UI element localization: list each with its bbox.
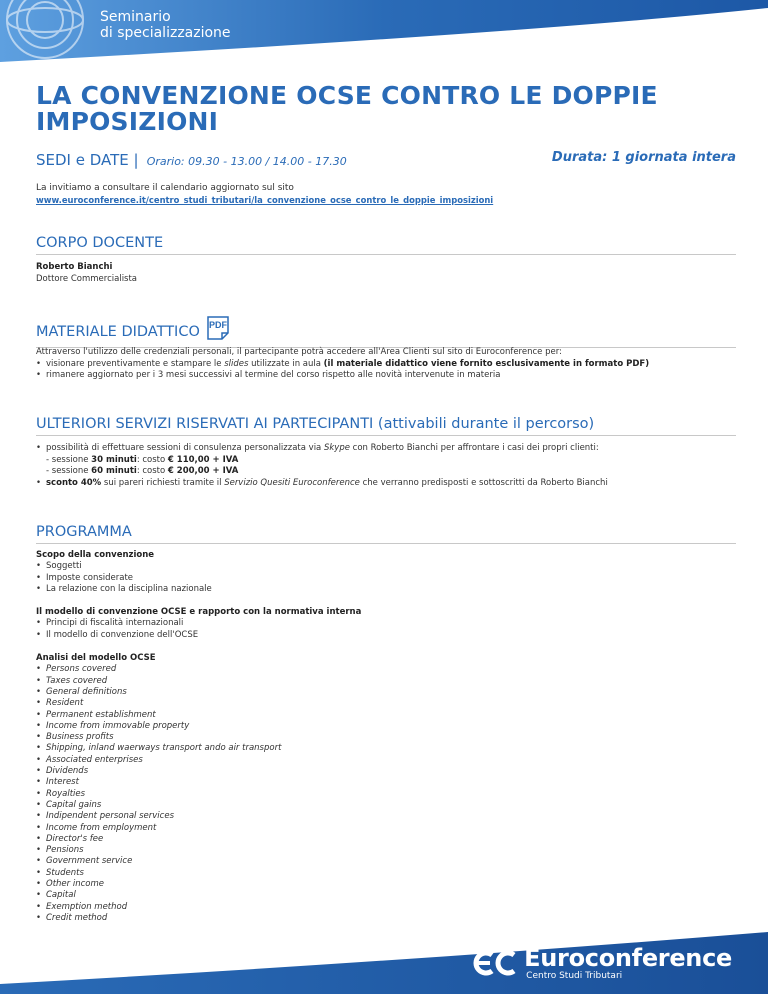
list-item: • Credit method xyxy=(36,913,736,924)
intro-text: La invitiamo a consultare il calendario aggiornato sul sito xyxy=(36,183,294,193)
materiale-intro: Attraverso l'utilizzo delle credenziali personali, il partecipante potrà accedere all'Area Clienti sul sito di Euroconference per: xyxy=(36,347,562,357)
list-item: • Taxes covered xyxy=(36,676,736,687)
page-title: LA CONVENZIONE OCSE CONTRO LE DOPPIE IMPOSIZIONI xyxy=(36,81,658,136)
section-heading-corpo-docente: CORPO DOCENTE xyxy=(36,234,736,255)
sub-list-item: - sessione 60 minuti: costo € 200,00 + IVA xyxy=(46,466,239,476)
list-item: • Interest xyxy=(36,777,736,788)
footer-band xyxy=(0,914,768,994)
list-item: • La relazione con la disciplina nazionale xyxy=(36,584,736,595)
list-item: • Il modello di convenzione dell'OCSE xyxy=(36,630,736,641)
list-item: • Persons covered xyxy=(36,664,736,675)
list-item: • rimanere aggiornato per i 3 mesi successivi al termine del corso rispetto alle novità intervenute in materia xyxy=(36,370,736,382)
list-item: • Imposte considerate xyxy=(36,573,736,584)
program-group-title: Analisi del modello OCSE xyxy=(36,653,156,664)
list-item: • Resident xyxy=(36,698,736,709)
list-item: • Other income xyxy=(36,879,736,890)
list-item: • Soggetti xyxy=(36,561,736,572)
list-item: • Students xyxy=(36,868,736,879)
intro-block xyxy=(36,182,493,207)
brand-name: Euroconference xyxy=(524,944,732,972)
list-item: • visionare preventivamente e stampare le slides utilizzate in aula (il materiale didattico viene fornito esclusivamente in formato PDF) xyxy=(36,359,736,371)
list-item: • Pensions xyxy=(36,845,736,856)
euroconference-logo-icon xyxy=(472,947,518,981)
list-item: • Indipendent personal services xyxy=(36,811,736,822)
durata-text: Durata: 1 giornata intera xyxy=(551,150,736,165)
programma-body xyxy=(36,550,736,924)
program-group-title: Scopo della convenzione xyxy=(36,550,155,560)
program-group-2 xyxy=(36,618,736,641)
sedi-label: SEDI e DATE | xyxy=(36,151,139,169)
list-item: • Associated enterprises xyxy=(36,755,736,766)
program-group-title: Il modello di convenzione OCSE e rapporto con la normativa interna xyxy=(36,607,362,618)
brand-subtitle: Centro Studi Tributari xyxy=(526,971,623,981)
teacher-role: Dottore Commercialista xyxy=(36,273,138,284)
list-item: • General definitions xyxy=(36,687,736,698)
program-group-3 xyxy=(36,664,736,924)
orario-text: Orario: 09.30 - 13.00 / 14.00 - 17.30 xyxy=(146,155,347,168)
teacher-name: Roberto Bianchi xyxy=(36,262,113,272)
sub-list-item: - sessione 30 minuti: costo € 110,00 + IVA xyxy=(46,454,239,465)
section-heading-materiale xyxy=(36,316,736,348)
seminar-line-1: Seminario xyxy=(100,9,171,25)
materiale-heading-text: MATERIALE DIDATTICO xyxy=(36,324,200,340)
list-item: • Income from employment xyxy=(36,823,736,834)
section-heading-servizi: ULTERIORI SERVIZI RISERVATI AI PARTECIPANTI (attivabili durante il percorso) xyxy=(36,415,736,436)
brand-block xyxy=(524,945,732,982)
pdf-icon xyxy=(207,316,229,345)
calendar-link[interactable]: www.euroconference.it/centro_studi_tributari/la_convenzione_ocse_contro_le_doppie_imposizioni xyxy=(36,195,494,205)
materiale-body xyxy=(36,347,736,382)
list-item: • Shipping, inland waerways transport ando air transport xyxy=(36,743,736,754)
list-item: • Income from immovable property xyxy=(36,721,736,732)
list-item: • possibilità di effettuare sessioni di consulenza personalizzata via Skype con Roberto Bianchi per affrontare i casi dei propri clienti: xyxy=(36,443,736,455)
list-item: • Dividends xyxy=(36,766,736,777)
header-band xyxy=(0,0,768,62)
list-item: • Exemption method xyxy=(36,902,736,913)
list-item: • sconto 40% sui pareri richiesti tramite il Servizio Quesiti Euroconference che verranno predisposti e sottoscritti da Roberto Bianchi xyxy=(36,478,736,490)
list-item: • Permanent establishment xyxy=(36,710,736,721)
program-group-1 xyxy=(36,561,736,595)
pdf-icon-label: PDF xyxy=(209,320,228,330)
list-item: • Director's fee xyxy=(36,834,736,845)
list-item: • Capital gains xyxy=(36,800,736,811)
seminar-line-2: di specializzazione xyxy=(100,25,231,41)
list-item: • Royalties xyxy=(36,789,736,800)
list-item: • Business profits xyxy=(36,732,736,743)
seminar-label xyxy=(100,9,231,41)
list-item: • Government service xyxy=(36,856,736,867)
list-item: • Capital xyxy=(36,890,736,901)
servizi-body xyxy=(36,443,736,489)
list-item: • Principi di fiscalità internazionali xyxy=(36,618,736,629)
sedi-row xyxy=(36,150,736,170)
teacher-block xyxy=(36,262,736,285)
section-heading-programma: PROGRAMMA xyxy=(36,523,736,544)
